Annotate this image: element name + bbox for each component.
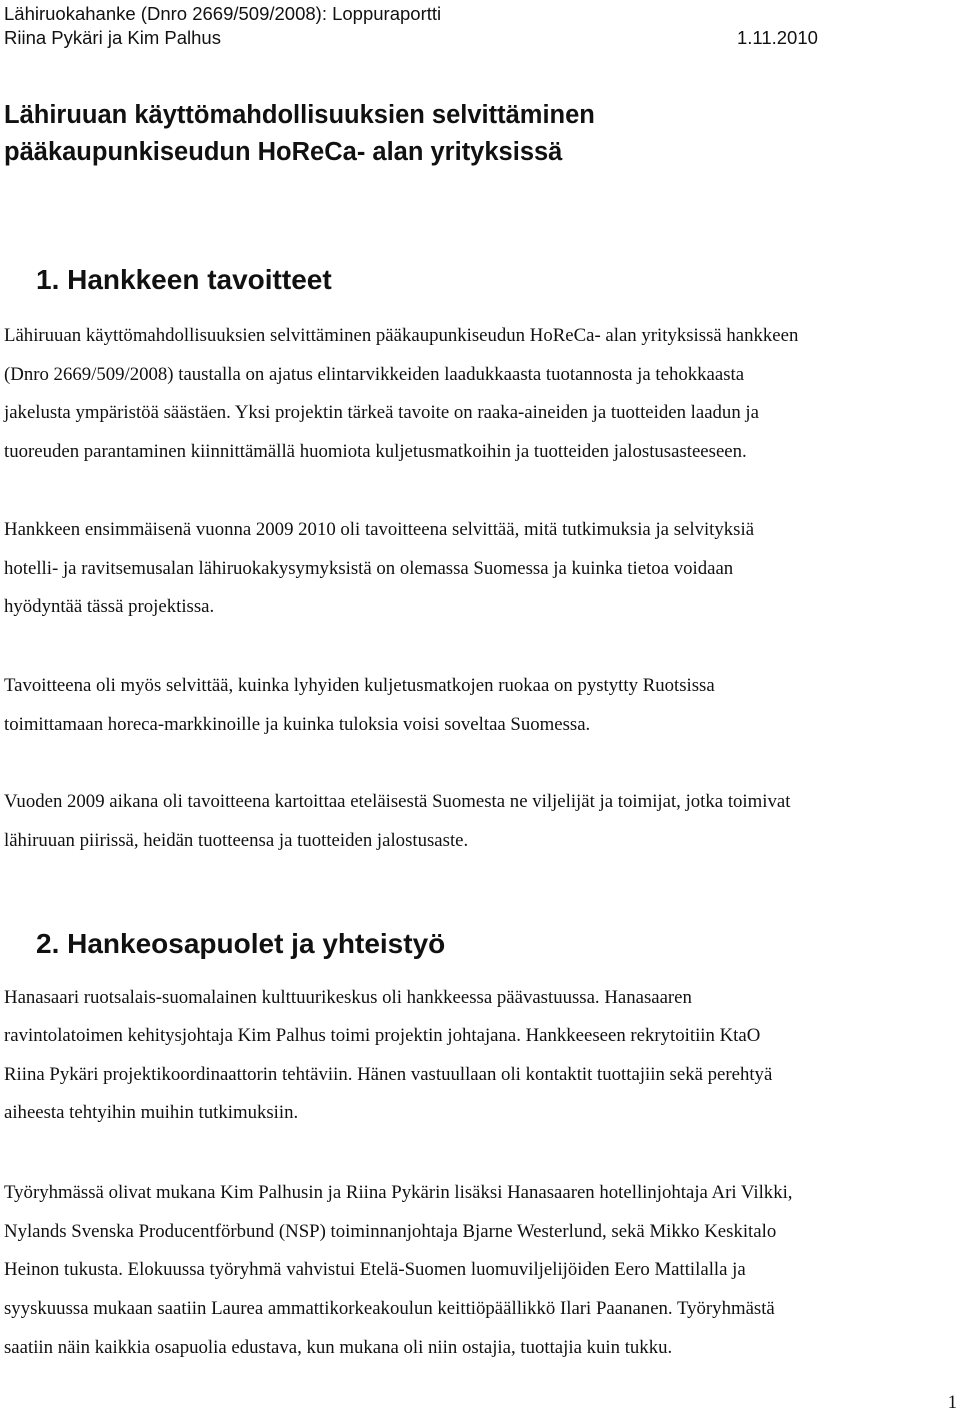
document-title-line-1: Lähiruuan käyttömahdollisuuksien selvittäminen: [4, 101, 595, 129]
report-header-date: 1.11.2010: [737, 27, 818, 48]
section-heading: 1. Hankkeen tavoitteet: [36, 264, 332, 295]
text-line: saatiin näin kaikkia osapuolia edustava, kun mukana oli niin ostajia, tuottajia kuin tukku.: [4, 1337, 673, 1358]
text-line: Hankkeen ensimmäisenä vuonna 2009 2010 oli tavoitteena selvittää, mitä tutkimuksia ja selvityksiä: [4, 519, 755, 540]
text-line: jakelusta ympäristöä säästäen. Yksi projektin tärkeä tavoite on raaka-aineiden ja tuotteiden laadun ja: [4, 402, 759, 423]
text-line: Vuoden 2009 aikana oli tavoitteena kartoittaa eteläisestä Suomesta ne viljelijät ja toimijat, jotka toimivat: [4, 791, 791, 812]
text-line: ravintolatoimen kehitysjohtaja Kim Palhus toimi projektin johtajana. Hankkeeseen rekrytoitiin KtaO: [4, 1025, 761, 1046]
document-title-line-2: pääkaupunkiseudun HoReCa- alan yrityksissä: [4, 138, 563, 166]
text-line: Nylands Svenska Producentförbund (NSP) toiminnanjohtaja Bjarne Westerlund, sekä Mikko Keskitalo: [4, 1221, 777, 1242]
report-header-title: Lähiruokahanke (Dnro 2669/509/2008): Loppuraportti: [4, 3, 442, 24]
text-line: Riina Pykäri projektikoordinaattorin tehtäviin. Hänen vastuullaan oli kontaktit tuottajiin sekä perehtyä: [4, 1064, 773, 1085]
text-line: syyskuussa mukaan saatiin Laurea ammattikorkeakoulun keittiöpäällikkö Ilari Paananen. Työryhmästä: [4, 1298, 775, 1319]
text-line: aiheesta tehtyihin muihin tutkimuksiin.: [4, 1102, 299, 1123]
text-line: Heinon tukusta. Elokuussa työryhmä vahvistui Etelä-Suomen luomuviljelijöiden Eero Mattilalla ja: [4, 1259, 746, 1280]
report-header-authors: Riina Pykäri ja Kim Palhus: [4, 27, 221, 48]
text-line: Lähiruuan käyttömahdollisuuksien selvittäminen pääkaupunkiseudun HoReCa- alan yrityksissä hankkeen: [4, 325, 799, 346]
text-line: Työryhmässä olivat mukana Kim Palhusin ja Riina Pykärin lisäksi Hanasaaren hotellinjohtaja Ari Vilkki,: [4, 1182, 793, 1203]
text-line: toimittamaan horeca-markkinoille ja kuinka tuloksia voisi soveltaa Suomessa.: [4, 714, 591, 735]
page-number: 1: [947, 1393, 957, 1413]
section-heading: 2. Hankeosapuolet ja yhteistyö: [36, 928, 446, 959]
text-line: hyödyntää tässä projektissa.: [4, 596, 215, 617]
text-line: lähiruuan piirissä, heidän tuotteensa ja tuotteiden jalostusaste.: [4, 830, 469, 851]
text-line: Hanasaari ruotsalais-suomalainen kulttuurikeskus oli hankkeessa päävastuussa. Hanasaaren: [4, 987, 692, 1008]
text-line: tuoreuden parantaminen kiinnittämällä huomiota kuljetusmatkoihin ja tuotteiden jalostusasteeseen.: [4, 441, 747, 462]
text-line: hotelli- ja ravitsemusalan lähiruokakysymyksistä on olemassa Suomessa ja kuinka tietoa voidaan: [4, 558, 734, 579]
text-line: (Dnro 2669/509/2008) taustalla on ajatus elintarvikkeiden laadukkaasta tuotannosta ja tehokkaasta: [4, 364, 745, 385]
text-line: Tavoitteena oli myös selvittää, kuinka lyhyiden kuljetusmatkojen ruokaa on pystytty Ruotsissa: [4, 675, 715, 696]
